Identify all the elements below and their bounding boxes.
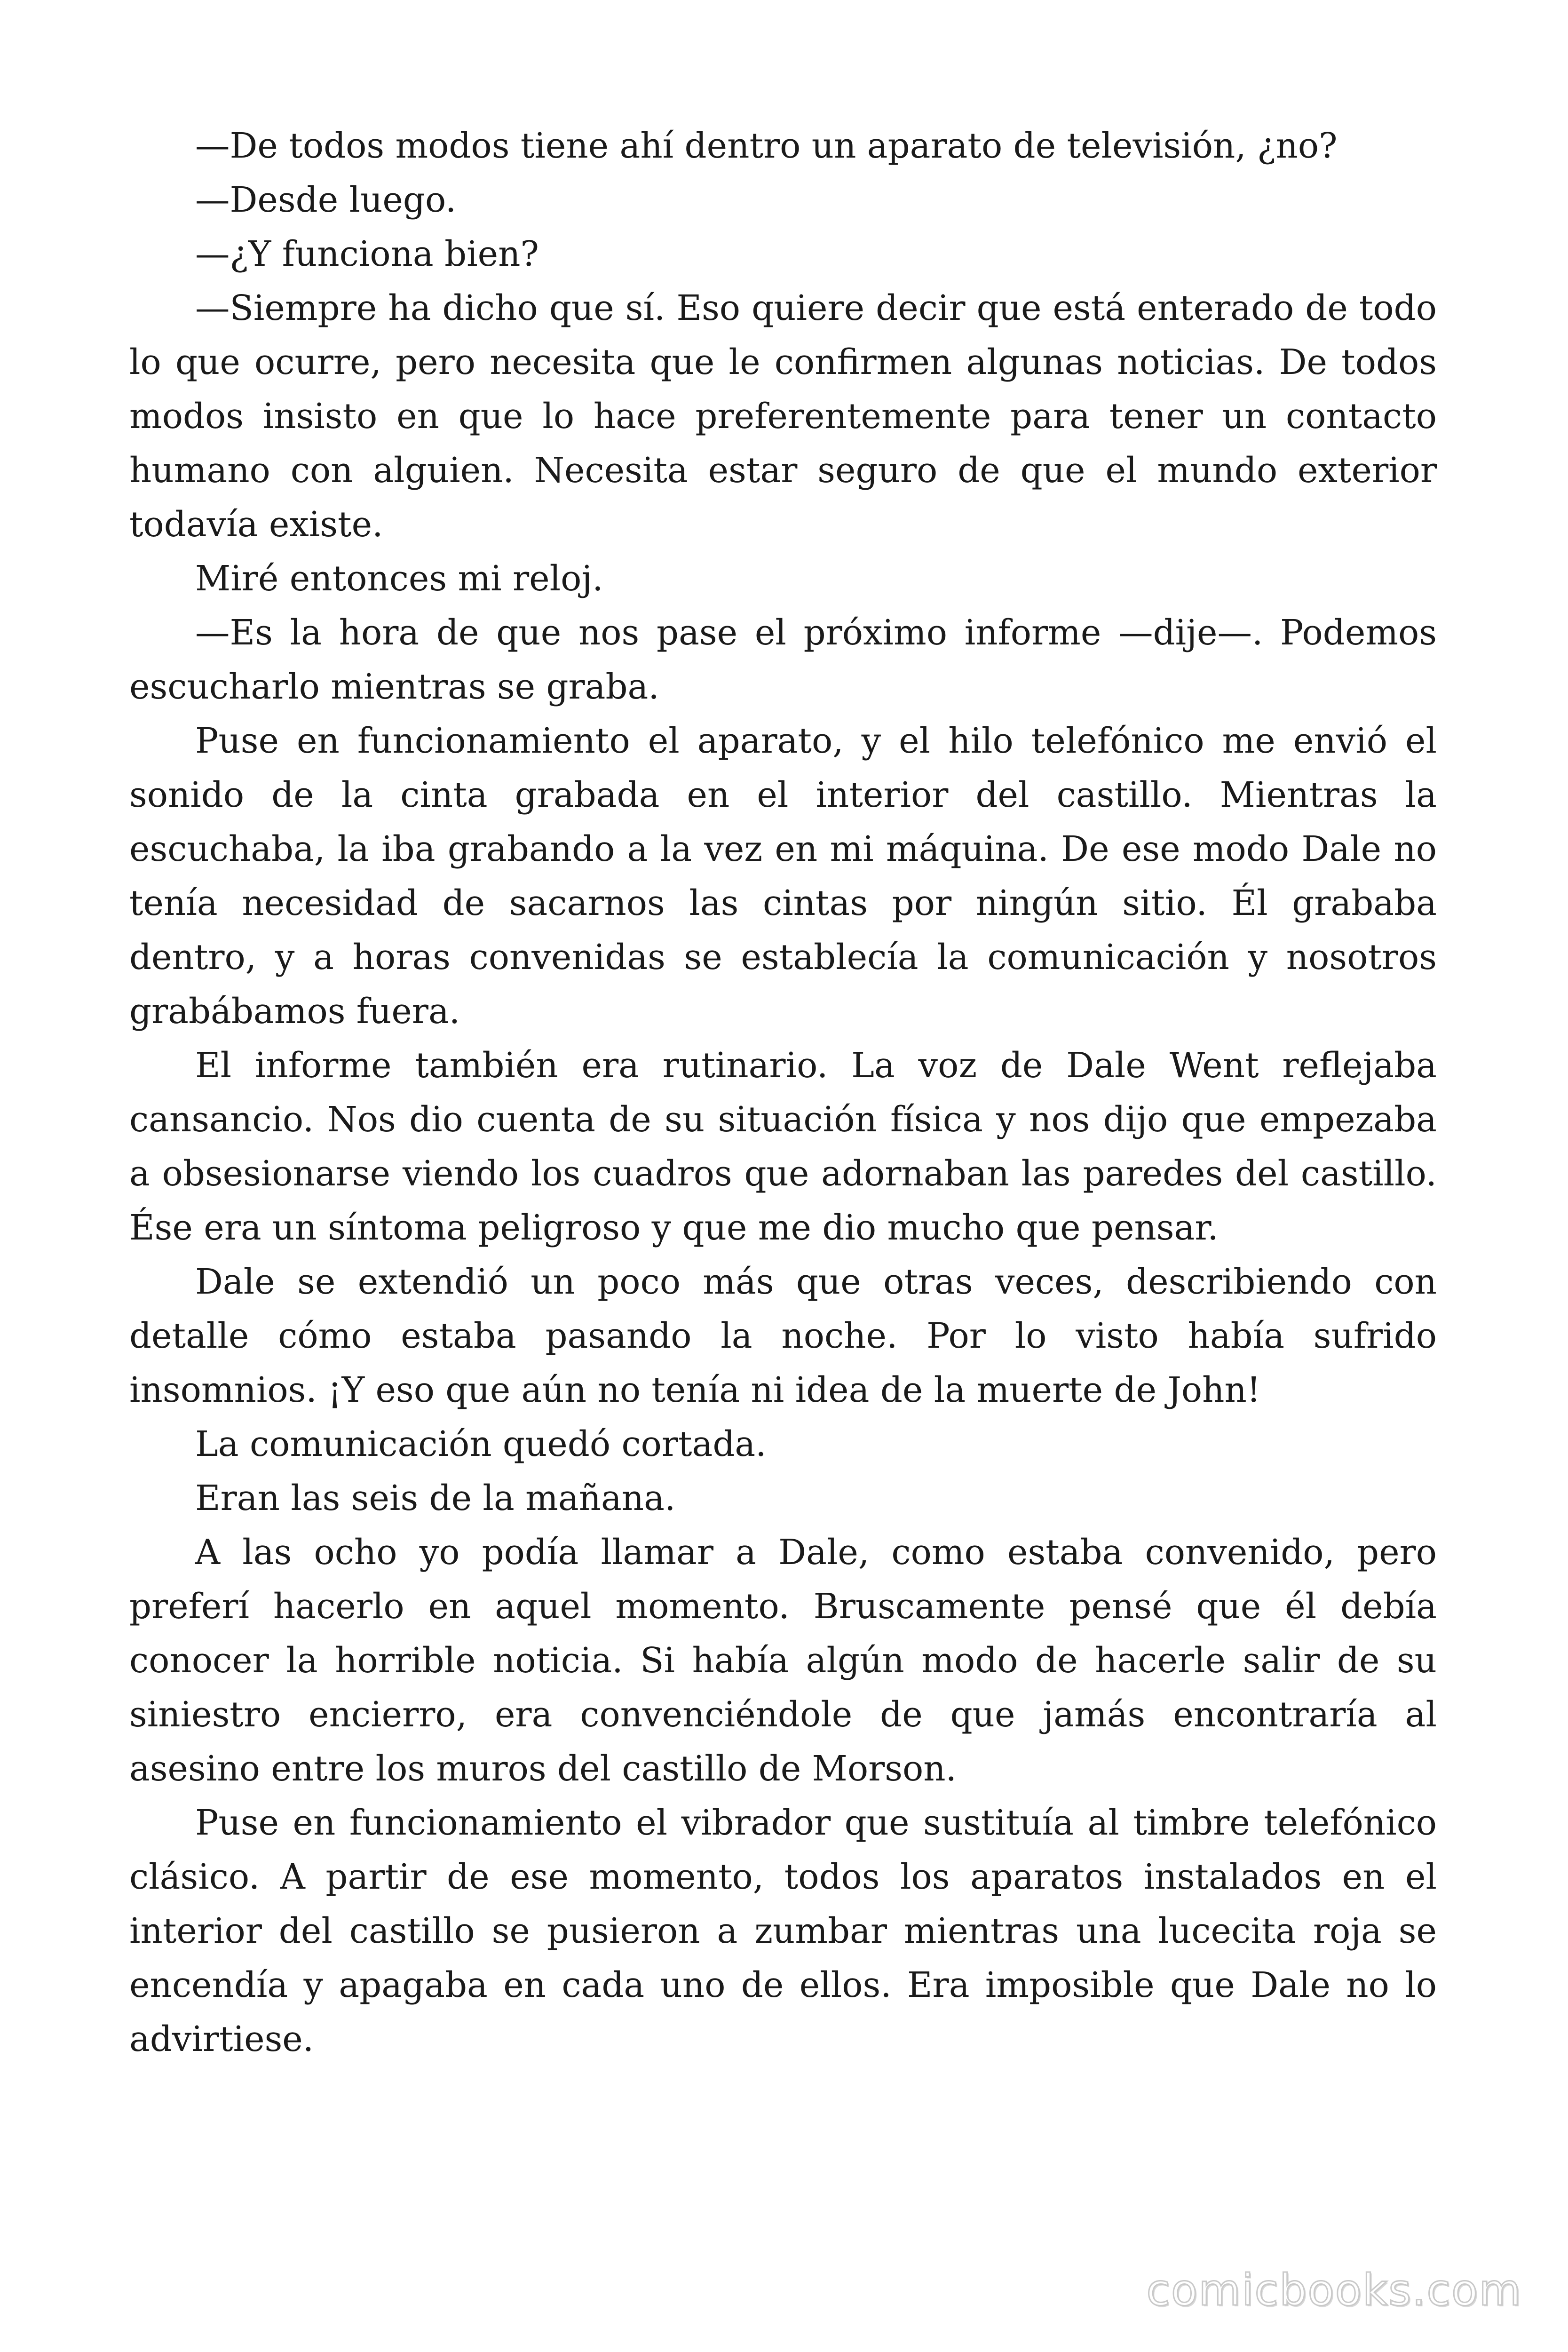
paragraph: Eran las seis de la mañana.	[195, 1478, 676, 1518]
paragraph: —¿Y funciona bien?	[195, 234, 539, 274]
paragraph: Miré entonces mi reloj.	[195, 559, 603, 599]
paragraph: Puse en funcionamiento el aparato, y el hilo telefónico me envió el sonido de la cinta grabada en el interior del castillo. Mientras la escuchaba, la iba grabando a la vez en mi máquina. De ese modo Dale no tenía necesidad de sacarnos las cintas por ningún sitio. Él grababa dentro, y a horas convenidas se establecía la comunicación y nosotros grabábamos fuera.	[129, 721, 1437, 1032]
watermark-text: comicbooks.com	[1146, 2265, 1522, 2315]
paragraph: —De todos modos tiene ahí dentro un aparato de televisión, ¿no?	[195, 126, 1338, 166]
paragraph: El informe también era rutinario. La voz de Dale Went reflejaba cansancio. Nos dio cuenta de su situación física y nos dijo que empezaba a obsesionarse viendo los cuadros que adornaban las paredes del castillo. Ése era un síntoma peligroso y que me dio mucho que pensar.	[129, 1046, 1437, 1248]
paragraph: —Siempre ha dicho que sí. Eso quiere decir que está enterado de todo lo que ocurre, pero necesita que le confirmen algunas noticias. De todos modos insisto en que lo hace preferentemente para tener un contacto humano con alguien. Necesita estar seguro de que el mundo exterior todavía existe.	[129, 288, 1437, 545]
paragraph: Puse en funcionamiento el vibrador que sustituía al timbre telefónico clásico. A partir de ese momento, todos los aparatos instalados en el interior del castillo se pusieron a zumbar mientras una lucecita roja se encendía y apagaba en cada uno de ellos. Era imposible que Dale no lo advirtiese.	[129, 1803, 1437, 2059]
book-page-text	[129, 119, 1437, 2066]
paragraph: —Es la hora de que nos pase el próximo informe —dije—. Podemos escucharlo mientras se graba.	[129, 613, 1437, 707]
paragraph: Dale se extendió un poco más que otras veces, describiendo con detalle cómo estaba pasando la noche. Por lo visto había sufrido insomnios. ¡Y eso que aún no tenía ni idea de la muerte de John!	[129, 1262, 1437, 1410]
paragraph: A las ocho yo podía llamar a Dale, como estaba convenido, pero preferí hacerlo en aquel momento. Bruscamente pensé que él debía conocer la horrible noticia. Si había algún modo de hacerle salir de su siniestro encierro, era convenciéndole de que jamás encontraría al asesino entre los muros del castillo de Morson.	[129, 1533, 1437, 1789]
paragraph: —Desde luego.	[195, 180, 457, 220]
paragraph: La comunicación quedó cortada.	[195, 1424, 767, 1464]
